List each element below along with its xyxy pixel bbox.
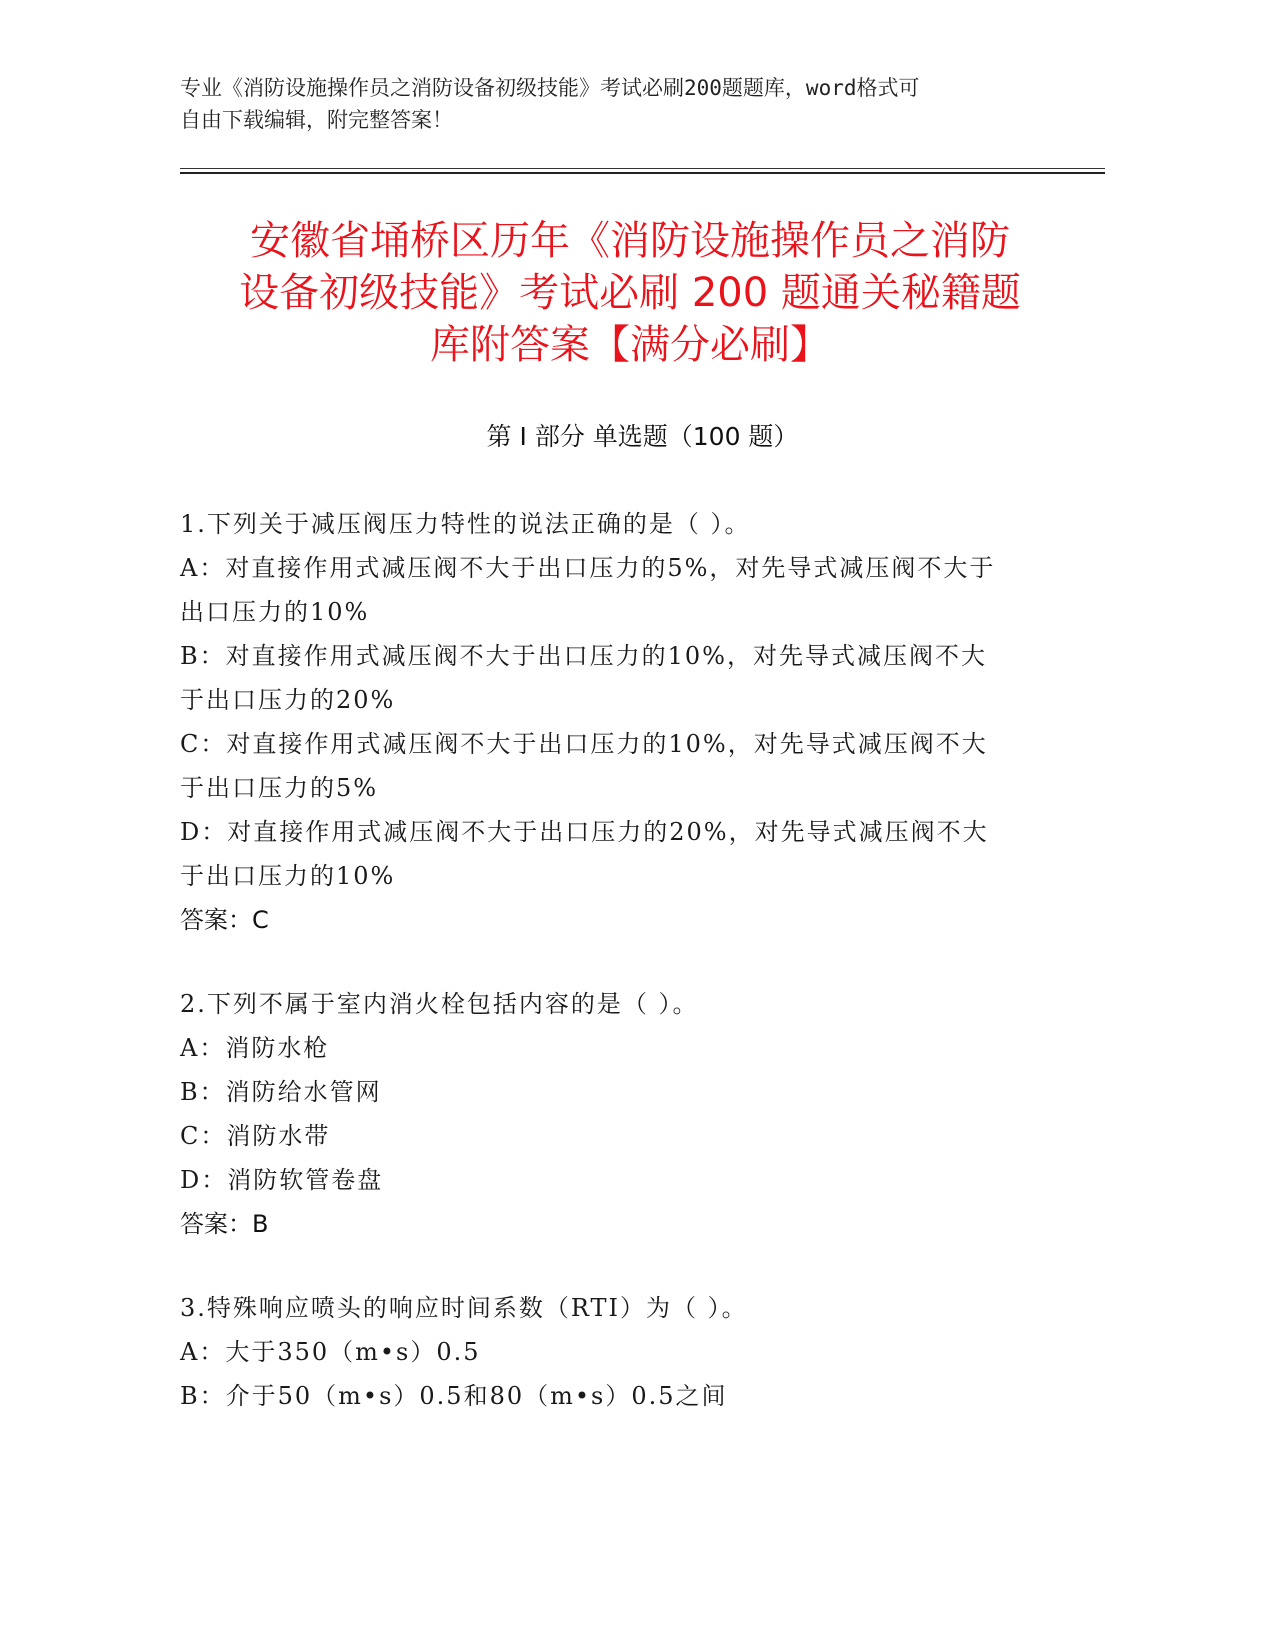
question-1-option-a-cont: 出口压力的10% bbox=[180, 598, 370, 626]
question-2 bbox=[180, 982, 1060, 1246]
question-1-stem: 1.下列关于减压阀压力特性的说法正确的是（ ）。 bbox=[180, 510, 751, 538]
question-3 bbox=[180, 1286, 1060, 1418]
question-1-option-c: C：对直接作用式减压阀不大于出口压力的10%，对先导式减压阀不大 bbox=[180, 730, 988, 758]
document-title-line-2: 设备初级技能》考试必刷 200 题通关秘籍题 bbox=[239, 270, 1021, 316]
document-title-line-1: 安徽省埇桥区历年《消防设施操作员之消防 bbox=[250, 218, 1010, 264]
header-note-line-1: 专业《消防设施操作员之消防设备初级技能》考试必刷200题题库，word格式可 bbox=[180, 76, 920, 100]
header-note bbox=[180, 72, 1040, 136]
question-1-option-d-cont: 于出口压力的10% bbox=[180, 862, 396, 890]
section-heading: 第 I 部分 单选题（100 题） bbox=[486, 422, 799, 451]
header-note-line-2: 自由下载编辑，附完整答案！ bbox=[180, 108, 453, 132]
question-3-stem: 3.特殊响应喷头的响应时间系数（RTI）为（ ）。 bbox=[180, 1294, 748, 1322]
question-1-answer: 答案：C bbox=[180, 906, 269, 934]
header-divider-thick bbox=[180, 172, 1105, 174]
question-1-option-d: D：对直接作用式减压阀不大于出口压力的20%，对先导式减压阀不大 bbox=[180, 818, 989, 846]
header-divider-thin bbox=[180, 168, 1105, 169]
question-1 bbox=[180, 502, 1060, 942]
question-list bbox=[180, 502, 1060, 1458]
question-2-option-d: D：消防软管卷盘 bbox=[180, 1166, 384, 1194]
question-3-option-a: A：大于350（m•s）0.5 bbox=[180, 1338, 481, 1366]
question-1-option-c-cont: 于出口压力的5% bbox=[180, 774, 379, 802]
question-3-option-b: B：介于50（m•s）0.5和80（m•s）0.5之间 bbox=[180, 1382, 728, 1410]
question-1-option-b-cont: 于出口压力的20% bbox=[180, 686, 396, 714]
document-title bbox=[180, 215, 1080, 371]
question-2-option-a: A：消防水枪 bbox=[180, 1034, 330, 1062]
document-title-line-3: 库附答案【满分必刷】 bbox=[430, 322, 830, 368]
question-2-answer: 答案：B bbox=[180, 1210, 269, 1238]
question-2-option-c: C：消防水带 bbox=[180, 1122, 331, 1150]
question-1-option-a: A：对直接作用式减压阀不大于出口压力的5%，对先导式减压阀不大于 bbox=[180, 554, 996, 582]
question-2-option-b: B：消防给水管网 bbox=[180, 1078, 382, 1106]
question-2-stem: 2.下列不属于室内消火栓包括内容的是（ ）。 bbox=[180, 990, 699, 1018]
question-1-option-b: B：对直接作用式减压阀不大于出口压力的10%，对先导式减压阀不大 bbox=[180, 642, 987, 670]
